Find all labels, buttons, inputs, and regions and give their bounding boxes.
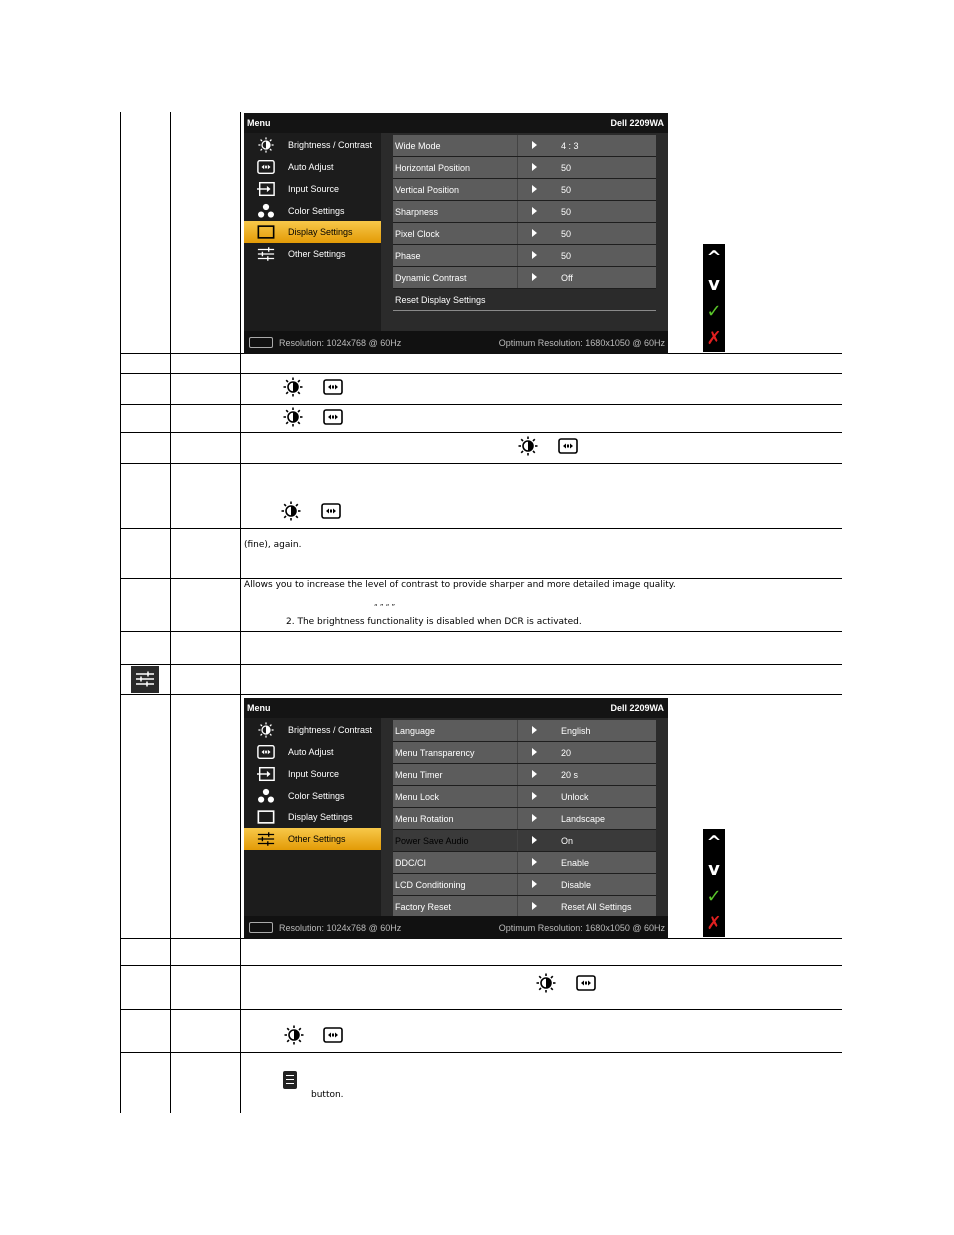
submenu-separator (517, 245, 518, 266)
menu-item-brightness-contrast[interactable] (244, 719, 381, 741)
osd-title: Menu (247, 118, 271, 128)
menu-item-label: Other Settings (288, 249, 346, 259)
row-divider (120, 694, 842, 695)
osd-title: Menu (247, 703, 271, 713)
menu-item-label: Auto Adjust (288, 747, 334, 757)
button-text: button. (311, 1090, 344, 1100)
submenu-item-label: Menu Lock (395, 792, 440, 802)
submenu-item-label: Phase (395, 251, 421, 261)
arrow-right-icon (532, 251, 537, 259)
contrast-description: Allows you to increase the level of contrast to provide sharper and more detailed image quality. (244, 580, 676, 590)
vga-connector-icon (249, 337, 273, 348)
submenu-item-label: Vertical Position (395, 185, 460, 195)
input-source-icon (257, 181, 275, 197)
submenu-item-horizontal-position[interactable] (393, 157, 656, 179)
arrow-right-icon (532, 880, 537, 888)
auto-adjust-icon (558, 438, 578, 454)
auto-adjust-icon (257, 159, 275, 175)
row-divider (120, 578, 842, 579)
input-source-icon (257, 766, 275, 782)
submenu-separator (517, 786, 518, 807)
menu-item-color-settings[interactable] (244, 785, 381, 807)
row-divider (120, 631, 842, 632)
submenu-item-value: 50 (561, 229, 572, 239)
arrow-right-icon (532, 836, 537, 844)
submenu-item-value: Enable (561, 858, 590, 868)
submenu-item-value: Reset All Settings (561, 902, 632, 912)
checkmark-icon[interactable]: ✓ (706, 301, 722, 322)
menu-item-auto-adjust[interactable] (244, 156, 381, 178)
submenu-item-label: Power Save Audio (395, 836, 469, 846)
osd-footer (244, 916, 668, 939)
submenu-item-label: Factory Reset (395, 902, 452, 912)
menu-item-label: Input Source (288, 184, 340, 194)
submenu-item-lcd-conditioning[interactable] (393, 874, 656, 896)
fine-again-text: (fine), again. (244, 540, 302, 550)
submenu-item-vertical-position[interactable] (393, 179, 656, 201)
osd-display-settings (244, 113, 668, 354)
dcr-note: 2. The brightness functionality is disabled when DCR is activated. (286, 617, 582, 627)
other-settings-icon (257, 246, 275, 262)
row-divider (120, 432, 842, 433)
brightness-icon (535, 973, 557, 993)
current-resolution: Resolution: 1024x768 @ 60Hz (279, 338, 402, 348)
submenu-separator (517, 201, 518, 222)
submenu-item-menu-lock[interactable] (393, 786, 656, 808)
menu-button-icon (283, 1071, 297, 1089)
submenu-item-factory-reset[interactable] (393, 896, 656, 918)
up-arrow-icon[interactable]: ^ (706, 832, 722, 853)
submenu-item-label: Wide Mode (395, 141, 441, 151)
brightness-icon (257, 137, 275, 153)
osd-model: Dell 2209WA (610, 703, 664, 713)
submenu-item-power-save-audio[interactable] (393, 830, 656, 852)
osd-nav-buttons (703, 829, 725, 937)
other-settings-icon (135, 671, 155, 687)
arrow-right-icon (532, 273, 537, 281)
menu-item-label: Other Settings (288, 834, 346, 844)
row-divider (120, 965, 842, 966)
row-divider (120, 373, 842, 374)
submenu-item-reset-display-settings[interactable] (393, 289, 656, 311)
up-arrow-icon[interactable]: ^ (706, 247, 722, 268)
arrow-right-icon (532, 726, 537, 734)
submenu-item-label: Dynamic Contrast (395, 273, 467, 283)
arrow-right-icon (532, 748, 537, 756)
submenu-item-value: English (561, 726, 591, 736)
row-divider (120, 404, 842, 405)
submenu-item-value: 20 (561, 748, 572, 758)
osd-header (244, 113, 668, 133)
submenu-item-value: Unlock (561, 792, 589, 802)
submenu-item-label: DDC/CI (395, 858, 426, 868)
menu-item-other-settings[interactable] (244, 828, 381, 850)
menu-item-brightness-contrast[interactable] (244, 134, 381, 156)
other-settings-icon (257, 831, 275, 847)
optimum-resolution: Optimum Resolution: 1680x1050 @ 60Hz (498, 338, 665, 348)
vga-connector-icon (249, 922, 273, 933)
osd-header (244, 698, 668, 718)
brightness-icon (280, 501, 302, 521)
submenu-item-label: Reset Display Settings (395, 295, 486, 305)
submenu-item-label: Language (395, 726, 436, 736)
arrow-right-icon (532, 792, 537, 800)
brightness-icon (282, 377, 304, 397)
submenu-separator (517, 179, 518, 200)
brightness-icon (282, 407, 304, 427)
optimum-resolution: Optimum Resolution: 1680x1050 @ 60Hz (498, 923, 665, 933)
submenu-item-value: On (561, 836, 574, 846)
arrow-right-icon (532, 207, 537, 215)
osd-footer (244, 331, 668, 354)
menu-item-display-settings[interactable] (244, 806, 381, 828)
menu-item-label: Color Settings (288, 206, 345, 216)
arrow-right-icon (532, 814, 537, 822)
submenu-item-menu-timer[interactable] (393, 764, 656, 786)
arrow-right-icon (532, 858, 537, 866)
row-divider (120, 1009, 842, 1010)
submenu-item-ddc-ci[interactable] (393, 852, 656, 874)
submenu-separator (517, 720, 518, 741)
submenu-item-pixel-clock[interactable] (393, 223, 656, 245)
close-icon[interactable]: ✗ (706, 913, 722, 934)
menu-item-label: Auto Adjust (288, 162, 334, 172)
arrow-right-icon (532, 770, 537, 778)
submenu-item-value: Off (561, 273, 573, 283)
submenu-item-label: Horizontal Position (395, 163, 471, 173)
down-arrow-icon[interactable]: v (708, 859, 720, 880)
row-divider (120, 664, 842, 665)
submenu-item-label: Sharpness (395, 207, 439, 217)
submenu-item-value: Landscape (561, 814, 606, 824)
submenu-item-wide-mode[interactable] (393, 135, 656, 157)
menu-item-label: Color Settings (288, 791, 345, 801)
submenu-separator (517, 830, 518, 851)
brightness-icon (257, 722, 275, 738)
submenu-item-dynamic-contrast[interactable] (393, 267, 656, 289)
arrow-right-icon (532, 163, 537, 171)
submenu-separator (517, 852, 518, 873)
table-border-left (120, 112, 121, 1113)
auto-adjust-icon (257, 744, 275, 760)
submenu-separator (517, 157, 518, 178)
arrow-right-icon (532, 902, 537, 910)
submenu-item-label: Menu Transparency (395, 748, 475, 758)
menu-item-auto-adjust[interactable] (244, 741, 381, 763)
menu-item-input-source[interactable] (244, 763, 381, 785)
current-resolution: Resolution: 1024x768 @ 60Hz (279, 923, 402, 933)
submenu-item-value: 20 s (561, 770, 579, 780)
menu-item-color-settings[interactable] (244, 200, 381, 222)
submenu-item-label: Menu Timer (395, 770, 443, 780)
osd-submenu (381, 133, 668, 331)
submenu-item-menu-rotation[interactable] (393, 808, 656, 830)
brightness-icon (517, 436, 539, 456)
auto-adjust-icon (321, 503, 341, 519)
display-settings-icon (257, 809, 275, 825)
submenu-item-phase[interactable] (393, 245, 656, 267)
color-settings-icon (257, 203, 275, 219)
submenu-item-value: 50 (561, 251, 572, 261)
submenu-separator (517, 896, 518, 917)
submenu-item-sharpness[interactable] (393, 201, 656, 223)
row-divider (120, 463, 842, 464)
arrow-right-icon (532, 185, 537, 193)
submenu-item-language[interactable] (393, 720, 656, 742)
menu-item-other-settings[interactable] (244, 243, 381, 265)
submenu-separator (517, 223, 518, 244)
checkmark-icon[interactable]: ✓ (706, 886, 722, 907)
submenu-separator (517, 267, 518, 288)
menu-item-display-settings[interactable] (244, 221, 381, 243)
submenu-item-value: 50 (561, 163, 572, 173)
row-divider (120, 528, 842, 529)
close-icon[interactable]: ✗ (706, 328, 722, 349)
submenu-item-value: 50 (561, 185, 572, 195)
menu-item-label: Display Settings (288, 812, 353, 822)
table-border-col2 (240, 112, 241, 1113)
submenu-separator (517, 808, 518, 829)
color-settings-icon (257, 788, 275, 804)
menu-item-label: Brightness / Contrast (288, 140, 373, 150)
osd-main-menu (244, 718, 381, 916)
submenu-separator (517, 764, 518, 785)
osd-other-settings (244, 698, 668, 939)
menu-item-input-source[interactable] (244, 178, 381, 200)
submenu-separator (517, 874, 518, 895)
auto-adjust-icon (323, 409, 343, 425)
arrow-right-icon (532, 141, 537, 149)
row-divider (120, 1052, 842, 1053)
menu-item-label: Brightness / Contrast (288, 725, 373, 735)
submenu-item-label: LCD Conditioning (395, 880, 466, 890)
other-settings-tile (131, 666, 159, 693)
auto-adjust-icon (323, 379, 343, 395)
submenu-item-label: Menu Rotation (395, 814, 454, 824)
table-border-col1 (170, 112, 171, 1113)
auto-adjust-icon (576, 975, 596, 991)
brightness-icon (283, 1025, 305, 1045)
submenu-item-value: Disable (561, 880, 592, 890)
quote-marks: “ ” “ ” (374, 603, 396, 611)
arrow-right-icon (532, 229, 537, 237)
menu-item-label: Input Source (288, 769, 340, 779)
osd-submenu (381, 718, 668, 916)
menu-item-label: Display Settings (288, 227, 353, 237)
display-settings-icon (257, 224, 275, 240)
down-arrow-icon[interactable]: v (708, 274, 720, 295)
submenu-item-value: 50 (561, 207, 572, 217)
osd-main-menu (244, 133, 381, 331)
submenu-item-menu-transparency[interactable] (393, 742, 656, 764)
submenu-item-label: Pixel Clock (395, 229, 440, 239)
submenu-item-value: 4 : 3 (561, 141, 579, 151)
osd-nav-buttons (703, 244, 725, 352)
submenu-separator (517, 742, 518, 763)
osd-model: Dell 2209WA (610, 118, 664, 128)
auto-adjust-icon (323, 1027, 343, 1043)
submenu-separator (517, 135, 518, 156)
